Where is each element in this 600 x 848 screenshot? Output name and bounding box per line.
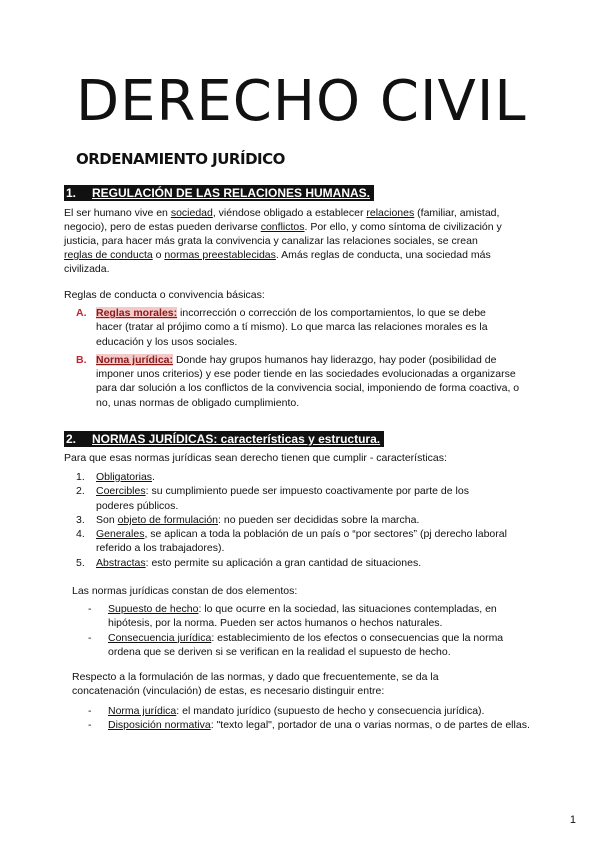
list-item: - Supuesto de hecho: lo que ocurre en la sociedad, las situaciones contempladas, en hipótesis, por la norma. Pueden ser actos humanos o hechos naturales. xyxy=(88,603,497,630)
section-1-paragraph: El ser humano vive en sociedad, viéndose obligado a establecer relaciones (familiar, amistad, negocio), pero de estas pueden derivarse conflictos. Por ello, y como síntoma de civilización y justicia, para hacer más grata la convivencia y canalizar las relaciones sociales, se crean reglas de conducta o normas preestablecidas. Amás reglas de conducta, una sociedad más civilizada. xyxy=(64,207,502,275)
section-2-title: NORMAS JURÍDICAS: características y estructura. xyxy=(92,432,381,446)
document-title: DERECHO CIVIL xyxy=(76,69,527,134)
page-number: 1 xyxy=(569,814,576,826)
section-1-number: 1. xyxy=(66,186,77,200)
section-2-heading xyxy=(64,432,384,446)
list-item: - Norma jurídica: el mandato jurídico (supuesto de hecho y consecuencia jurídica). xyxy=(88,705,485,717)
formulation-list xyxy=(88,704,568,733)
list-item: - Disposición normativa: "texto legal", portador de una o varias normas, o de partes de ellas. xyxy=(88,719,530,732)
formulation-intro: Respecto a la formulación de las normas, y dado que frecuentemente, se da la concatenación (vinculación) de estas, es necesario distinguir entre: xyxy=(72,671,439,697)
elements-list xyxy=(88,602,538,659)
section-1-heading xyxy=(64,186,374,200)
section-2-number: 2. xyxy=(66,432,77,446)
elements-intro: Las normas jurídicas constan de dos elementos: xyxy=(72,585,298,597)
section-1-title: REGULACIÓN DE LAS RELACIONES HUMANAS. xyxy=(92,186,371,200)
list-item: 1. Obligatorias. xyxy=(76,471,155,483)
list-item: A. Reglas morales: incorrección o corrección de los comportamientos, lo que se debe hacer (tratar al prójimo como a tí mismo). Lo que marca las relaciones morales es la educación y los usos sociales. xyxy=(76,307,488,348)
list-item: - Consecuencia jurídica: establecimiento de los efectos o consecuencias que la norma ordena que se deriven si se verifican en la realidad el supuesto de hecho. xyxy=(88,631,504,658)
list-item: B. Norma jurídica: Donde hay grupos humanos hay liderazgo, hay poder (posibilidad de imponer unos criterios) y ese poder tiende en las sociedades evolucionadas a organizarse para dar solución a los conflictos de la convivencia social, imponiendo de forma coactiva, o no, unas normas de obligado cumplimiento. xyxy=(76,353,520,409)
list-item: 3. Son objeto de formulación: no pueden ser decididas sobre la marcha. xyxy=(76,513,420,526)
rules-intro: Reglas de conducta o convivencia básicas: xyxy=(64,289,265,301)
characteristics-list xyxy=(76,470,536,570)
rules-list xyxy=(76,306,536,410)
characteristics-intro: Para que esas normas jurídicas sean derecho tienen que cumplir - características: xyxy=(64,452,447,464)
list-item: 4. Generales, se aplican a toda la población de un país o “por sectores” (pj derecho laboral referido a los trabajadores). xyxy=(76,528,507,555)
list-item: 2. Coercibles: su cumplimiento puede ser impuesto coactivamente por parte de los poderes públicos. xyxy=(76,485,469,512)
document-subtitle: ORDENAMIENTO JURÍDICO xyxy=(76,150,285,168)
list-item: 5. Abstractas: esto permite su aplicación a gran cantidad de situaciones. xyxy=(76,556,422,569)
